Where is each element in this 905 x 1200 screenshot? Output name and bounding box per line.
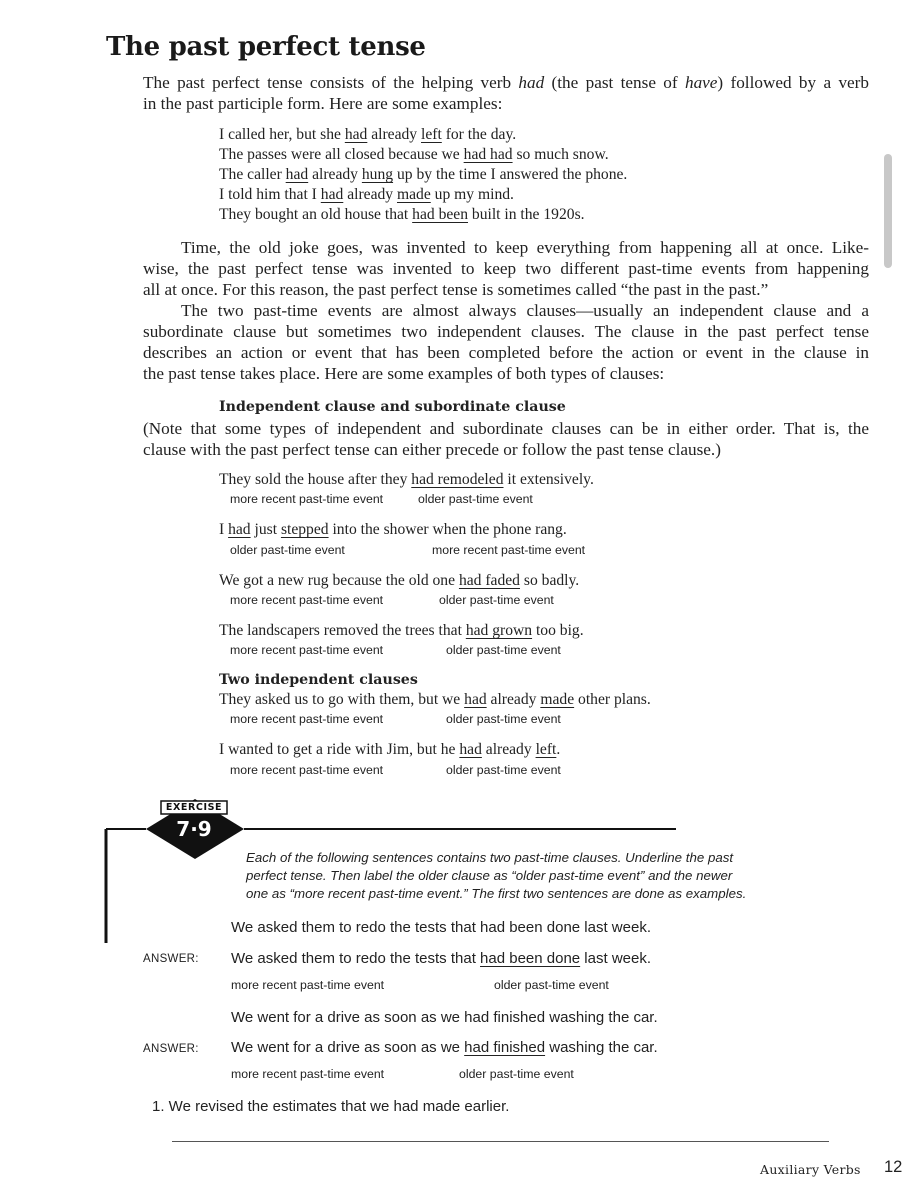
exercise-answer: We asked them to redo the tests that had been done last week. bbox=[231, 950, 652, 967]
page-number: 12 bbox=[884, 1158, 903, 1176]
clause-example: We got a new rug because the old one had faded so badly. bbox=[219, 572, 580, 589]
exercise-item-1: 1. We revised the estimates that we had made earlier. bbox=[152, 1098, 510, 1115]
note-paragraph: (Note that some types of independent and subordinate clauses can be in either order. That is, the clause with the past perfect tense can either precede or follow the past tense clause.) bbox=[143, 419, 869, 459]
clause-example: They asked us to go with them, but we had already made other plans. bbox=[219, 691, 651, 708]
clause-example: I had just stepped into the shower when the phone rang. bbox=[219, 521, 567, 538]
label-recent: more recent past-time event bbox=[230, 593, 384, 607]
clause-example: They sold the house after they had remodeled it extensively. bbox=[219, 471, 594, 488]
intro-paragraph: The past perfect tense consists of the helping verb had (the past tense of have) followed by a verb in the past participle form. Here are some examples: bbox=[143, 73, 869, 113]
clause-example: I wanted to get a ride with Jim, but he had already left. bbox=[219, 741, 561, 758]
label-recent: more recent past-time event bbox=[230, 712, 384, 726]
heading-two-independent: Two independent clauses bbox=[219, 672, 418, 688]
label-recent: more recent past-time event bbox=[230, 643, 384, 657]
exercise-sentence: We went for a drive as soon as we had finished washing the car. bbox=[231, 1009, 658, 1026]
label-older: older past-time event bbox=[418, 492, 533, 506]
label-recent: more recent past-time event bbox=[230, 763, 384, 777]
exercise-instructions-line: one as “more recent past-time event.” The first two sentences are done as examples. bbox=[246, 886, 747, 901]
scrollbar-thumb[interactable] bbox=[884, 154, 892, 268]
footer-section: Auxiliary Verbs bbox=[760, 1162, 861, 1177]
paragraph-two-events: The two past-time events are almost always clauses—usually an independent clause and a subordinate clause but sometimes two independent clauses. The clause in the past perfect tense describes an action or event that has been completed before the action or event in the clause in the past tense takes place. Here are some examples of both types of clauses: bbox=[143, 301, 869, 383]
paragraph-time-joke: Time, the old joke goes, was invented to keep everything from happening all at once. Like- wise, the past perfect tense was invented to keep two different past-time events from happening all at once. For this reason, the past perfect tense is sometimes called “the past in the past.” bbox=[143, 238, 869, 299]
exercise-answer: We went for a drive as soon as we had finished washing the car. bbox=[231, 1039, 658, 1056]
label-older: older past-time event bbox=[446, 643, 561, 657]
label-recent: more recent past-time event bbox=[432, 543, 586, 557]
label-older: older past-time event bbox=[494, 978, 609, 992]
example-sentence: The caller had already hung up by the time I answered the phone. bbox=[219, 166, 628, 183]
exercise-number: 7·9 bbox=[176, 817, 212, 841]
answer-label: ANSWER: bbox=[143, 953, 199, 965]
label-recent: more recent past-time event bbox=[231, 978, 385, 992]
exercise-instructions-line: Each of the following sentences contains two past-time clauses. Underline the past bbox=[246, 850, 734, 865]
exercise-badge-label: EXERCISE bbox=[165, 802, 223, 813]
example-sentence: I told him that I had already made up my mind. bbox=[219, 186, 514, 203]
label-older: older past-time event bbox=[459, 1067, 574, 1081]
example-sentence: I called her, but she had already left for the day. bbox=[219, 126, 517, 143]
exercise-instructions-line: perfect tense. Then label the older clause as “older past-time event” and the newer bbox=[246, 868, 733, 883]
heading-independent-subordinate: Independent clause and subordinate clause bbox=[219, 399, 566, 415]
clause-example: The landscapers removed the trees that had grown too big. bbox=[219, 622, 584, 639]
label-older: older past-time event bbox=[446, 763, 561, 777]
answer-line bbox=[172, 1141, 829, 1142]
page-title: The past perfect tense bbox=[106, 32, 426, 62]
example-sentence: They bought an old house that had been built in the 1920s. bbox=[219, 206, 585, 223]
example-sentence: The passes were all closed because we had had so much snow. bbox=[219, 146, 609, 163]
label-older: older past-time event bbox=[446, 712, 561, 726]
label-recent: more recent past-time event bbox=[230, 492, 384, 506]
exercise-sentence: We asked them to redo the tests that had been done last week. bbox=[231, 919, 651, 936]
label-recent: more recent past-time event bbox=[231, 1067, 385, 1081]
label-older: older past-time event bbox=[230, 543, 345, 557]
answer-label: ANSWER: bbox=[143, 1043, 199, 1055]
label-older: older past-time event bbox=[439, 593, 554, 607]
